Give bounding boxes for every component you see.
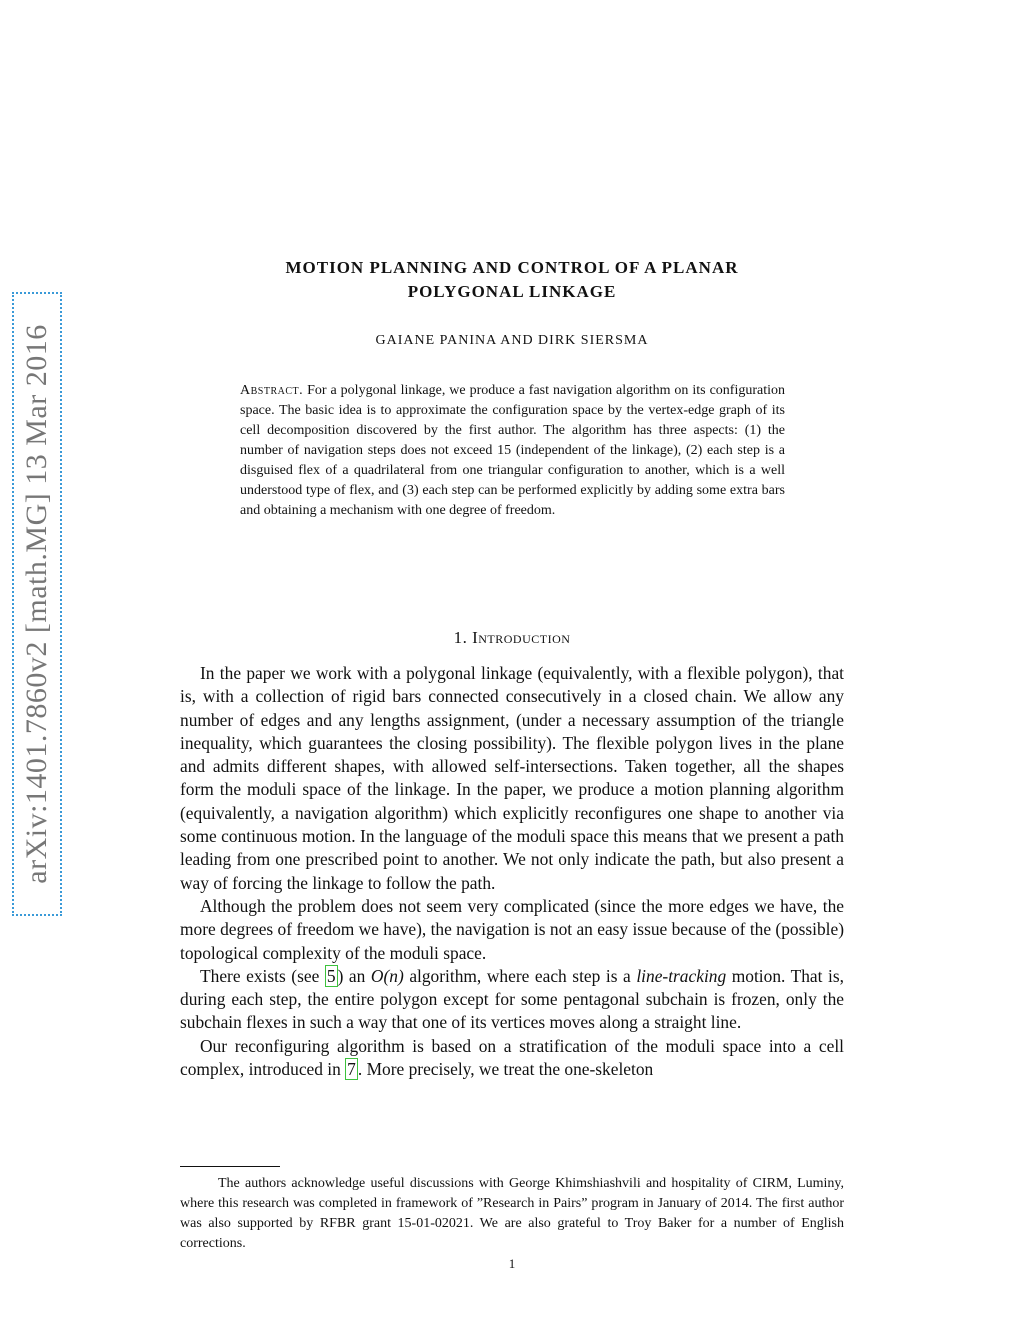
section-title: Introduction xyxy=(472,628,571,647)
paper-title-line-1: MOTION PLANNING AND CONTROL OF A PLANAR xyxy=(285,258,739,277)
paragraph-2: Although the problem does not seem very complicated (since the more edges we have, the more degrees of freedom we have), the navigation is not an easy issue because of the (possible) topological complexity of the moduli space. xyxy=(180,895,844,963)
paper-authors: GAIANE PANINA AND DIRK SIERSMA xyxy=(375,333,649,348)
section-number: 1. xyxy=(453,628,468,647)
arxiv-identifier: arXiv:1401.7860v2 [math.MG] 13 Mar 2016 xyxy=(20,324,53,884)
paragraph-3 xyxy=(180,965,844,1035)
abstract-text: For a polygonal linkage, we produce a fast navigation algorithm on its configuration space. The basic idea is to approximate the configuration space by the vertex-edge graph of its cell decomposition discovered by the first author. The algorithm has three aspects: (1) the number of navigation steps does not exceed 15 (independent of the linkage), (2) each step is a disguised flex of a quadrilateral from one triangular configuration to another, which is a well understood type of flex, and (3) each step can be performed explicitly by adding some extra bars and obtaining a mechanism with one degree of freedom. xyxy=(240,383,786,518)
italic-term: line-tracking xyxy=(636,965,727,986)
body-text xyxy=(180,662,844,1081)
footnote: The authors acknowledge useful discussions with George Khimshiashvili and hospitality of CIRM, Luminy, where this research was completed in framework of ”Research in Pairs” program in January of 2014. The first author was also supported by RFBR grant 15-01-02021. We are also grateful to Troy Baker for a number of English corrections. xyxy=(180,1176,844,1251)
math-big-o: O(n) xyxy=(370,965,404,986)
page-number: 1 xyxy=(508,1256,516,1271)
section-heading xyxy=(180,628,844,648)
citation-link-5[interactable]: 5 xyxy=(326,965,336,986)
paragraph-3-text: algorithm, where each step is a xyxy=(403,965,637,986)
abstract xyxy=(240,381,785,521)
footnote-rule xyxy=(180,1166,280,1167)
abstract-label: Abstract. xyxy=(240,383,304,398)
paragraph-3-text: There exists (see xyxy=(200,965,325,986)
paragraph-1: In the paper we work with a polygonal linkage (equivalently, with a flexible polygon), that is, with a collection of rigid bars connected consecutively in a closed chain. We allow any number of edges and any lengths assignment, (under a necessary assumption of the triangle inequality, which guarantees the closing possibility). The flexible polygon lives in the plane and admits different shapes, with allowed self-intersections. Taken together, all the shapes form the moduli space of the linkage. In the paper, we produce a motion planning algorithm (equivalently, a navigation algorithm) which explicitly reconfigures one shape to another via some continuous motion. In the language of the moduli space this means that we present a path leading from one prescribed point to another. We not only indicate the path, but also present a way of forcing the linkage to follow the path. xyxy=(180,663,844,893)
paragraph-3-text: motion. That is, during each step, the entire polygon except for some pentagonal subchain is frozen, only the subchain flexes in such a way that one of its vertices moves along a straight line. xyxy=(180,965,844,1033)
paragraph-4-text: Our reconfiguring algorithm is based on a stratification of the moduli space into a cell complex, introduced in xyxy=(180,1035,844,1080)
paragraph-4-text: . More precisely, we treat the one-skeleton xyxy=(357,1059,654,1080)
paragraph-4 xyxy=(180,1035,844,1082)
citation-link-7[interactable]: 7 xyxy=(347,1059,356,1080)
paragraph-3-text: ) an xyxy=(337,965,371,986)
paper-title-line-2: POLYGONAL LINKAGE xyxy=(407,282,617,301)
